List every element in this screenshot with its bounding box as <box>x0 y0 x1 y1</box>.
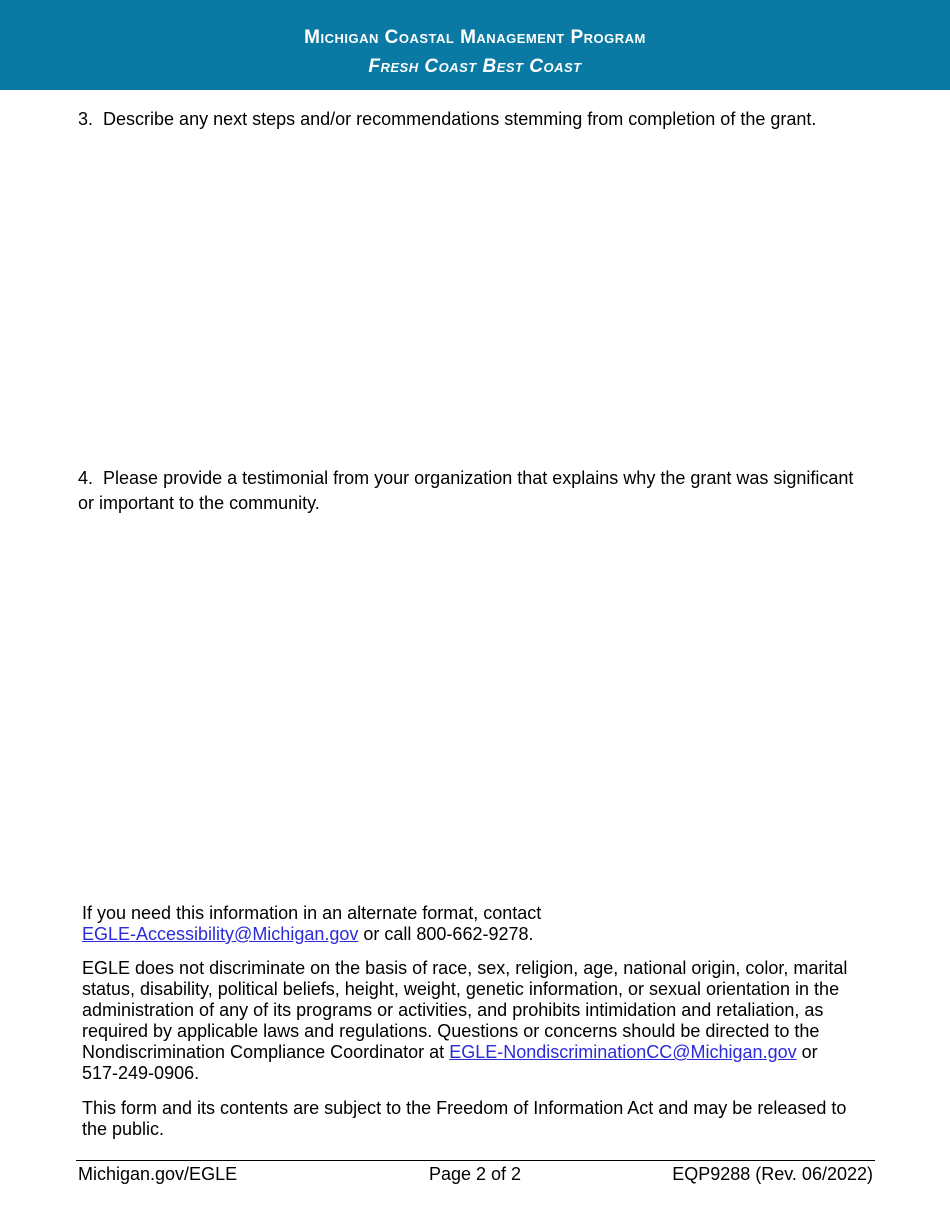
accessibility-phone-text: or call 800-662-9278. <box>363 924 534 944</box>
nondiscrimination-email-link[interactable]: EGLE-NondiscriminationCC@Michigan.gov <box>449 1042 797 1062</box>
nondiscrimination-phone-text: or 517-249-0906. <box>82 1042 818 1083</box>
footer-form-id: EQP9288 (Rev. 06/2022) <box>672 1164 873 1184</box>
question-3-number: 3. <box>78 109 94 129</box>
program-title: Michigan Coastal Management Program <box>304 27 646 48</box>
program-slogan: Fresh Coast Best Coast <box>368 56 582 77</box>
header-banner <box>0 0 950 90</box>
nondiscrimination-notice <box>82 958 852 1084</box>
question-3-answer-area[interactable] <box>78 140 868 450</box>
question-4 <box>78 466 868 516</box>
question-3-text: Describe any next steps and/or recommendations stemming from completion of the grant. <box>103 109 817 129</box>
accessibility-email-link[interactable]: EGLE-Accessibility@Michigan.gov <box>82 924 359 944</box>
footer-divider <box>76 1160 875 1161</box>
nondiscrimination-text: EGLE does not discriminate on the basis of race, sex, religion, age, national origin, color, marital status, disability, political beliefs, height, weight, genetic information, or sexual orientation in the administration of any of its programs or activities, and prohibits intimidation and retaliation, as required by applicable laws and regulations. Questions or concerns should be directed to the Nondiscrimination Compliance Coordinator at <box>82 958 848 1062</box>
footer-page-number: Page 2 of 2 <box>428 1164 522 1184</box>
accessibility-text: If you need this information in an alternate format, contact <box>82 903 542 923</box>
question-4-answer-area[interactable] <box>78 525 868 885</box>
accessibility-notice <box>82 903 852 945</box>
question-4-number: 4. <box>78 468 94 488</box>
question-3 <box>78 107 868 132</box>
foia-notice: This form and its contents are subject to the Freedom of Information Act and may be released to the public. <box>82 1098 847 1139</box>
question-4-text: Please provide a testimonial from your organization that explains why the grant was significant or important to the community. <box>78 468 854 513</box>
footer-website: Michigan.gov/EGLE <box>78 1164 238 1184</box>
